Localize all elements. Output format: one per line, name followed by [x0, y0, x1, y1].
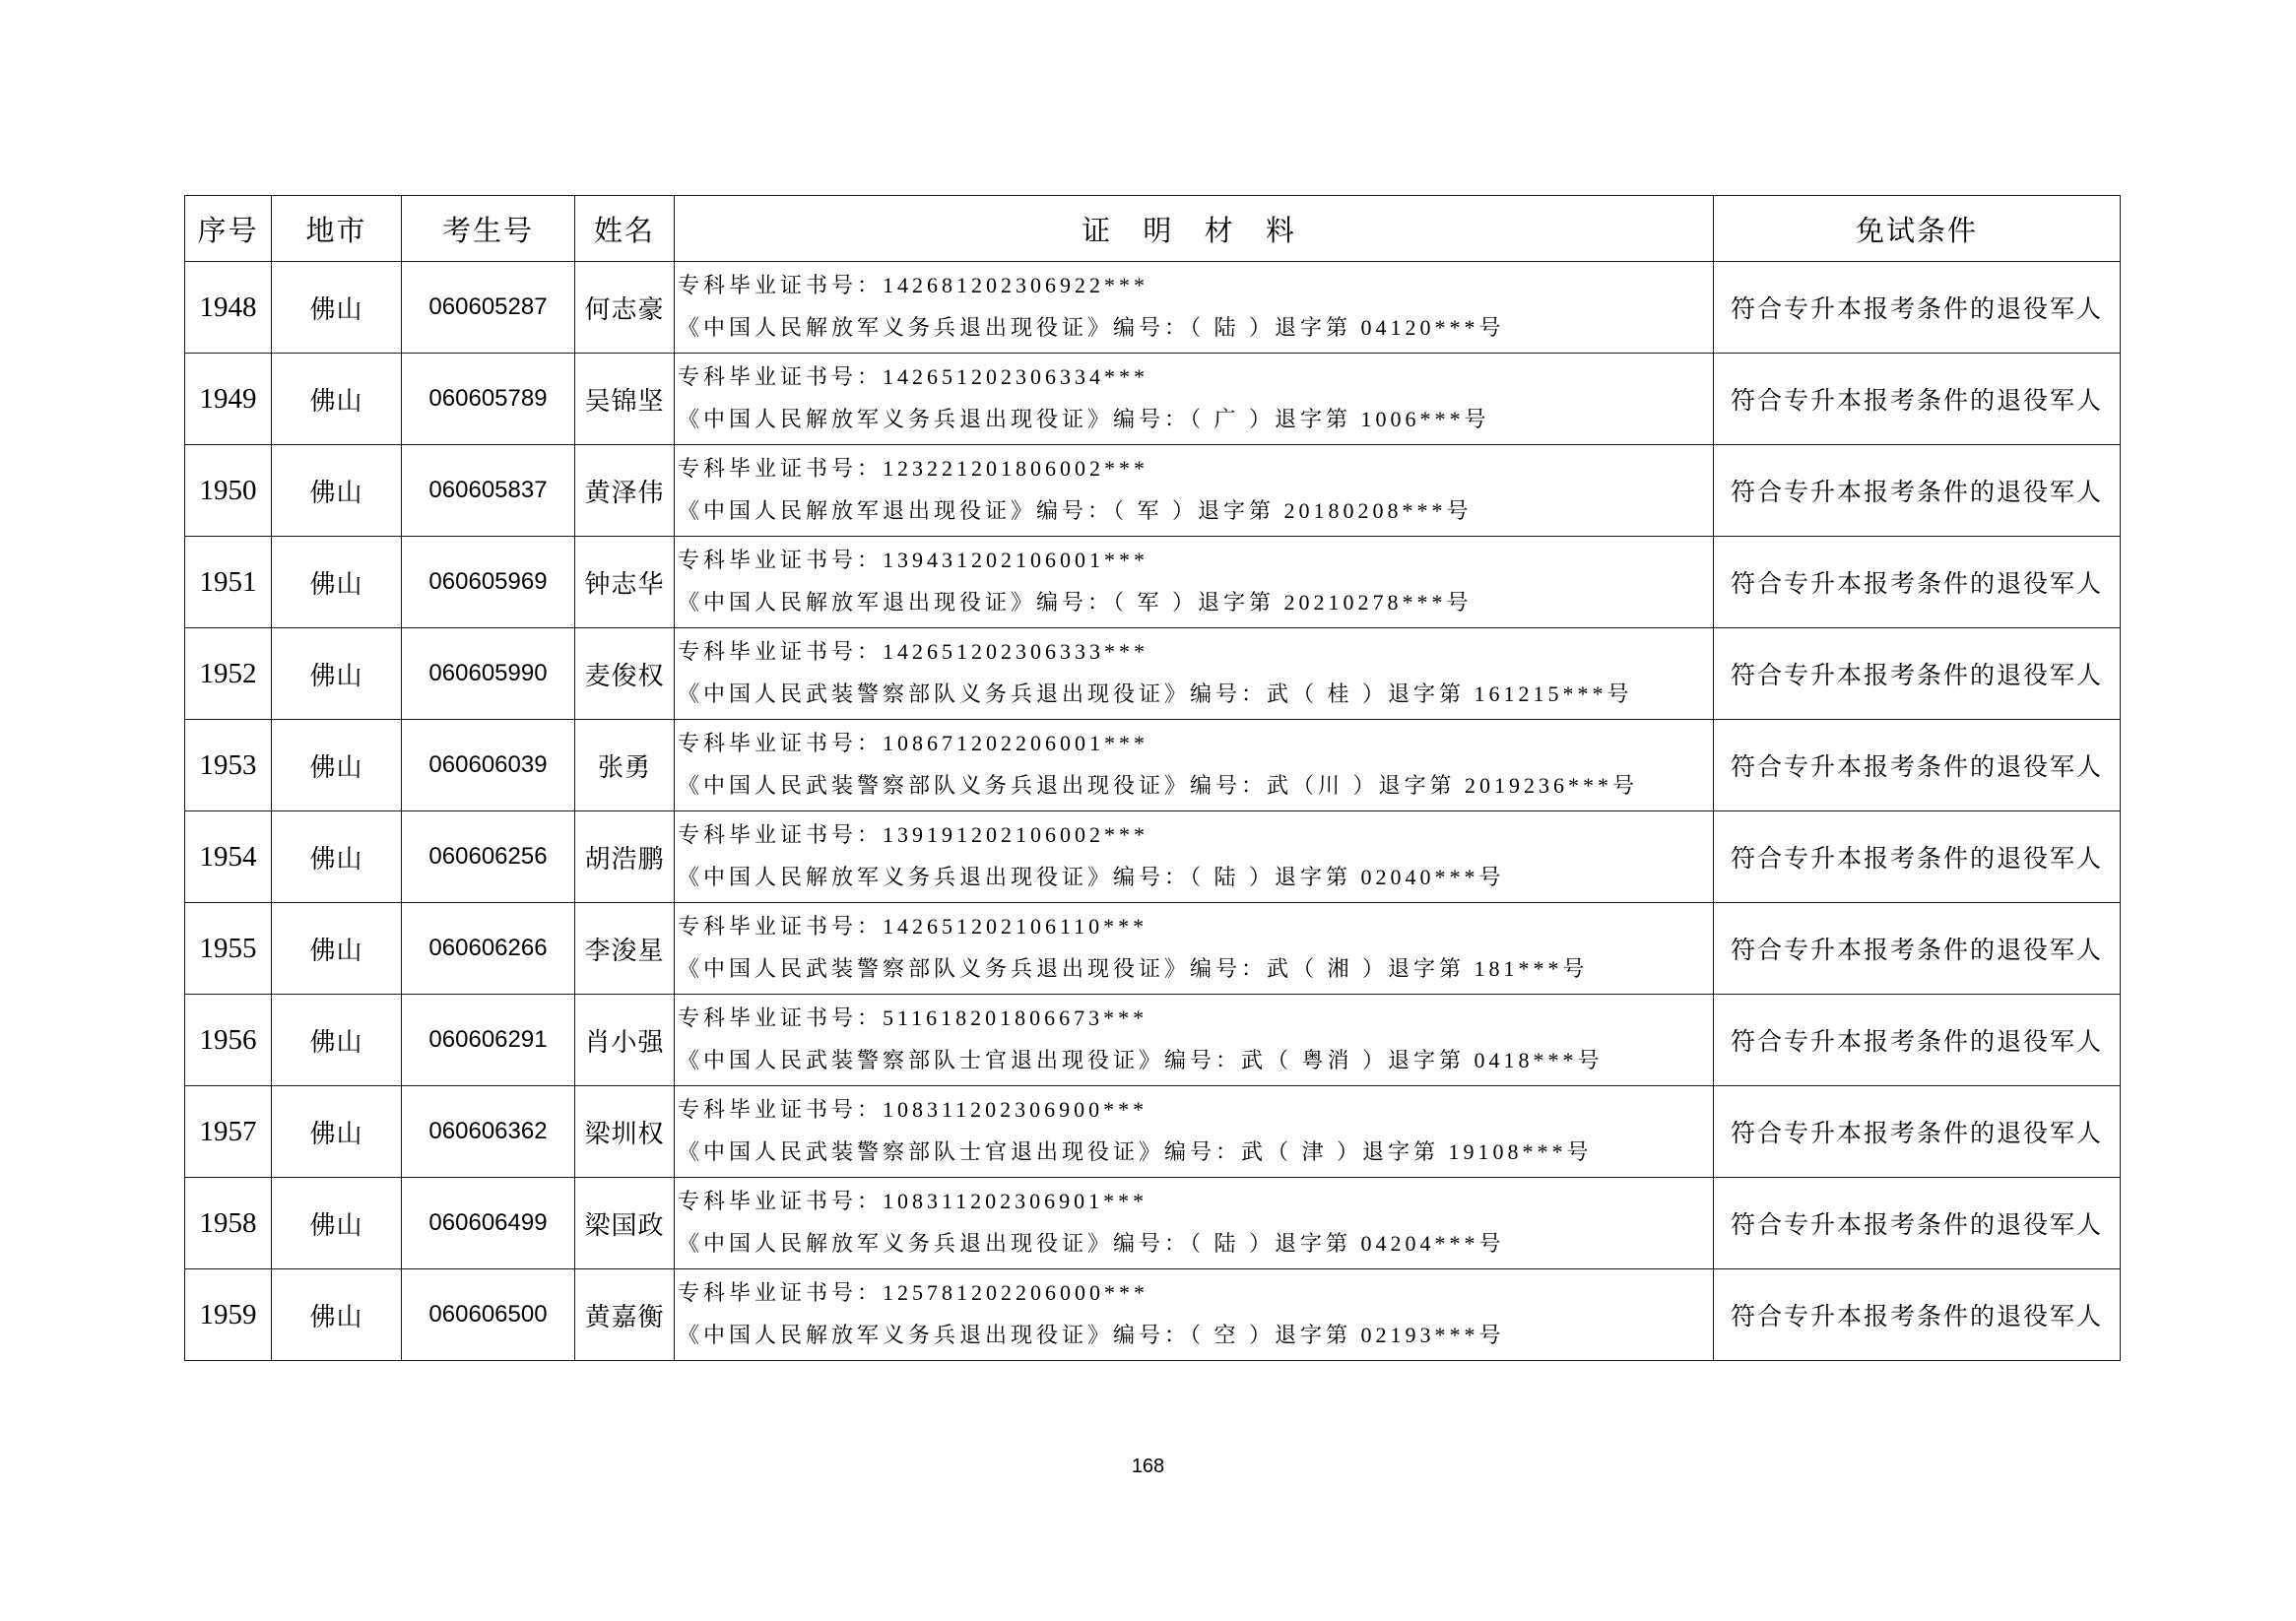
- city-cell: 佛山: [272, 445, 402, 537]
- cert-line: 专科毕业证书号：123221201806002***: [678, 456, 1149, 481]
- materials-cell: [675, 262, 1714, 354]
- discharge-line: 《中国人民解放军义务兵退出现役证》编号：（ 广 ）退字第 1006***号: [678, 407, 1490, 431]
- name-cell: 张勇: [575, 720, 675, 811]
- condition-cell: 符合专升本报考条件的退役军人: [1714, 1178, 2121, 1269]
- cert-line: 专科毕业证书号：139191202106002***: [678, 822, 1149, 847]
- materials-cell: [675, 1269, 1714, 1361]
- header-name: 姓名: [575, 196, 675, 262]
- header-seq: 序号: [185, 196, 272, 262]
- materials-cell: [675, 1086, 1714, 1178]
- condition-cell: 符合专升本报考条件的退役军人: [1714, 354, 2121, 445]
- materials-cell: [675, 628, 1714, 720]
- name-cell: 黄嘉衡: [575, 1269, 675, 1361]
- condition-cell: 符合专升本报考条件的退役军人: [1714, 445, 2121, 537]
- condition-cell: 符合专升本报考条件的退役军人: [1714, 262, 2121, 354]
- name-cell: 何志豪: [575, 262, 675, 354]
- city-cell: 佛山: [272, 811, 402, 903]
- exam-no-cell: 060605837: [402, 445, 575, 537]
- header-condition: 免试条件: [1714, 196, 2121, 262]
- cert-line: 专科毕业证书号：125781202206000***: [678, 1280, 1149, 1305]
- seq-cell: 1955: [185, 903, 272, 995]
- name-cell: 黄泽伟: [575, 445, 675, 537]
- table-row: [185, 995, 2121, 1086]
- seq-cell: 1953: [185, 720, 272, 811]
- seq-cell: 1949: [185, 354, 272, 445]
- condition-cell: 符合专升本报考条件的退役军人: [1714, 1269, 2121, 1361]
- exam-no-cell: 060606291: [402, 995, 575, 1086]
- condition-cell: 符合专升本报考条件的退役军人: [1714, 811, 2121, 903]
- materials-cell: [675, 537, 1714, 628]
- city-cell: 佛山: [272, 262, 402, 354]
- header-materials: 证 明 材 料: [675, 196, 1714, 262]
- city-cell: 佛山: [272, 354, 402, 445]
- seq-cell: 1958: [185, 1178, 272, 1269]
- condition-cell: 符合专升本报考条件的退役军人: [1714, 903, 2121, 995]
- seq-cell: 1959: [185, 1269, 272, 1361]
- name-cell: 肖小强: [575, 995, 675, 1086]
- seq-cell: 1948: [185, 262, 272, 354]
- exam-no-cell: 060606499: [402, 1178, 575, 1269]
- name-cell: 吴锦坚: [575, 354, 675, 445]
- materials-cell: [675, 811, 1714, 903]
- materials-cell: [675, 445, 1714, 537]
- exemption-table: [184, 195, 2121, 1361]
- name-cell: 梁圳权: [575, 1086, 675, 1178]
- table-row: [185, 903, 2121, 995]
- discharge-line: 《中国人民解放军义务兵退出现役证》编号：（ 陆 ）退字第 04120***号: [678, 315, 1505, 340]
- table-row: [185, 1086, 2121, 1178]
- seq-cell: 1951: [185, 537, 272, 628]
- cert-line: 专科毕业证书号：511618201806673***: [678, 1005, 1148, 1030]
- condition-cell: 符合专升本报考条件的退役军人: [1714, 628, 2121, 720]
- materials-cell: [675, 354, 1714, 445]
- table-row: [185, 354, 2121, 445]
- seq-cell: 1952: [185, 628, 272, 720]
- cert-line: 专科毕业证书号：108311202306901***: [678, 1189, 1148, 1213]
- table-body: [185, 262, 2121, 1361]
- seq-cell: 1950: [185, 445, 272, 537]
- city-cell: 佛山: [272, 720, 402, 811]
- header-row: [185, 196, 2121, 262]
- materials-cell: [675, 903, 1714, 995]
- header-exam-no: 考生号: [402, 196, 575, 262]
- materials-cell: [675, 1178, 1714, 1269]
- cert-line: 专科毕业证书号：142681202306922***: [678, 273, 1149, 297]
- cert-line: 专科毕业证书号：139431202106001***: [678, 548, 1149, 572]
- exam-no-cell: 060605789: [402, 354, 575, 445]
- city-cell: 佛山: [272, 537, 402, 628]
- header-city: 地市: [272, 196, 402, 262]
- city-cell: 佛山: [272, 995, 402, 1086]
- table-row: [185, 1269, 2121, 1361]
- discharge-line: 《中国人民解放军义务兵退出现役证》编号：（ 陆 ）退字第 02040***号: [678, 865, 1505, 889]
- discharge-line: 《中国人民武装警察部队士官退出现役证》编号：武（ 粤消 ）退字第 0418***号: [678, 1048, 1604, 1072]
- table-header: [185, 196, 2121, 262]
- discharge-line: 《中国人民武装警察部队士官退出现役证》编号：武（ 津 ）退字第 19108***号: [678, 1139, 1593, 1164]
- name-cell: 胡浩鹏: [575, 811, 675, 903]
- city-cell: 佛山: [272, 903, 402, 995]
- discharge-line: 《中国人民解放军义务兵退出现役证》编号：（ 陆 ）退字第 04204***号: [678, 1231, 1505, 1256]
- exam-no-cell: 060606266: [402, 903, 575, 995]
- condition-cell: 符合专升本报考条件的退役军人: [1714, 1086, 2121, 1178]
- exam-no-cell: 060606362: [402, 1086, 575, 1178]
- exam-no-cell: 060605969: [402, 537, 575, 628]
- discharge-line: 《中国人民武装警察部队义务兵退出现役证》编号：武（ 湘 ）退字第 181***号: [678, 956, 1589, 981]
- table-row: [185, 1178, 2121, 1269]
- cert-line: 专科毕业证书号：142651202306334***: [678, 364, 1149, 389]
- table-row: [185, 262, 2121, 354]
- seq-cell: 1956: [185, 995, 272, 1086]
- table-row: [185, 537, 2121, 628]
- exam-no-cell: 060605287: [402, 262, 575, 354]
- discharge-line: 《中国人民武装警察部队义务兵退出现役证》编号：武（川 ）退字第 2019236***号: [678, 773, 1639, 798]
- materials-cell: [675, 720, 1714, 811]
- discharge-line: 《中国人民解放军退出现役证》编号：（ 军 ）退字第 20210278***号: [678, 590, 1473, 615]
- name-cell: 梁国政: [575, 1178, 675, 1269]
- city-cell: 佛山: [272, 1269, 402, 1361]
- exam-no-cell: 060606256: [402, 811, 575, 903]
- table-row: [185, 445, 2121, 537]
- condition-cell: 符合专升本报考条件的退役军人: [1714, 720, 2121, 811]
- condition-cell: 符合专升本报考条件的退役军人: [1714, 537, 2121, 628]
- discharge-line: 《中国人民解放军退出现役证》编号：（ 军 ）退字第 20180208***号: [678, 498, 1473, 523]
- cert-line: 专科毕业证书号：108311202306900***: [678, 1097, 1148, 1122]
- exam-no-cell: 060606500: [402, 1269, 575, 1361]
- exam-no-cell: 060606039: [402, 720, 575, 811]
- cert-line: 专科毕业证书号：142651202106110***: [678, 914, 1148, 939]
- seq-cell: 1954: [185, 811, 272, 903]
- name-cell: 麦俊权: [575, 628, 675, 720]
- discharge-line: 《中国人民解放军义务兵退出现役证》编号：（ 空 ）退字第 02193***号: [678, 1323, 1505, 1347]
- cert-line: 专科毕业证书号：142651202306333***: [678, 639, 1149, 664]
- cert-line: 专科毕业证书号：108671202206001***: [678, 731, 1149, 755]
- table-row: [185, 720, 2121, 811]
- table-row: [185, 628, 2121, 720]
- name-cell: 李浚星: [575, 903, 675, 995]
- seq-cell: 1957: [185, 1086, 272, 1178]
- discharge-line: 《中国人民武装警察部队义务兵退出现役证》编号：武（ 桂 ）退字第 161215***号: [678, 681, 1633, 706]
- city-cell: 佛山: [272, 628, 402, 720]
- name-cell: 钟志华: [575, 537, 675, 628]
- page-number: 168: [1131, 1456, 1165, 1477]
- city-cell: 佛山: [272, 1178, 402, 1269]
- materials-cell: [675, 995, 1714, 1086]
- table-row: [185, 811, 2121, 903]
- city-cell: 佛山: [272, 1086, 402, 1178]
- condition-cell: 符合专升本报考条件的退役军人: [1714, 995, 2121, 1086]
- exam-no-cell: 060605990: [402, 628, 575, 720]
